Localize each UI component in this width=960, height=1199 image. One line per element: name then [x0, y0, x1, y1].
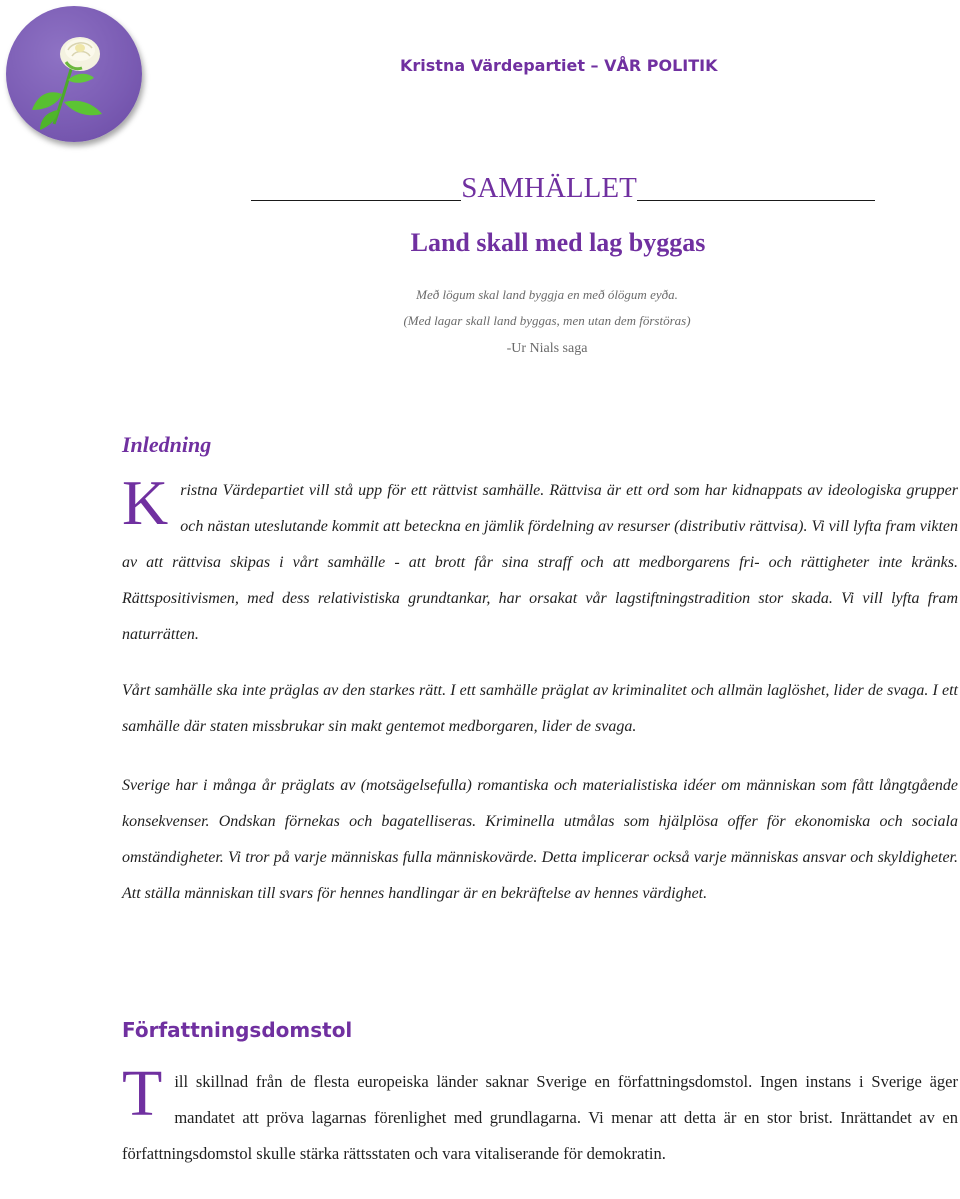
page-title — [236, 172, 890, 205]
paragraph-text: ill skillnad från de flesta europeiska länder saknar Sverige en författningsdomstol. Ingen instans i Sverige äger mandatet att pröva lagarnas förenlighet med grundlagarna. Vi menar att detta är en stor brist. Inrättandet av en författningsdomstol skulle stärka rättsstaten och vara vitaliserande för demokratin. — [122, 1072, 958, 1163]
paragraph-text: ristna Värdepartiet vill stå upp för ett rättvist samhälle. Rättvisa är ett ord som har kidnappats av ideologiska grupper och nästan uteslutande kommit att beteckna en jämlik fördelning av resurser (distributiv rättvisa). Vi vill lyfta fram vikten av att rättvisa skipas i vårt samhälle - att brott får sina straff och att medborgarens fri- och rättigheter inte kränks. Rättspositivismen, med dess relativistiska grundtankar, har orsakat vår lagstiftningstradition stor skada. Vi vill lyfta fram naturrätten. — [122, 482, 958, 643]
page-title-text: SAMHÄLLET — [461, 172, 637, 204]
section-heading-forfattningsdomstol: Författningsdomstol — [122, 1018, 353, 1042]
paragraph-inledning-2: Vårt samhälle ska inte präglas av den starkes rätt. I ett samhälle präglat av kriminalitet och allmän laglöshet, lider de svaga. I ett samhälle där staten missbrukar sin makt gentemot medborgaren, lider de svaga. — [122, 682, 958, 735]
title-rule-right — [637, 200, 875, 201]
white-rose-icon — [6, 6, 142, 142]
paragraph-inledning-1 — [122, 467, 958, 653]
section-heading-inledning: Inledning — [122, 432, 212, 457]
title-rule-left — [251, 200, 461, 201]
paragraph-forfattningsdomstol-1 — [122, 1057, 958, 1172]
quote-source: -Ur Nials saga — [506, 341, 588, 356]
header-title: Kristna Värdepartiet – VÅR POLITIK — [400, 56, 718, 75]
drop-cap: T — [122, 1057, 163, 1130]
quote-line-1: Með lögum skal land byggja en með ólögum eyða. — [416, 287, 678, 302]
party-logo — [6, 6, 142, 142]
paragraph-inledning-3: Sverige har i många år präglats av (motsägelsefulla) romantiska och materialistiska idéer om människan som fått långtgående konsekvenser. Ondskan förnekas och bagatelliseras. Kriminella utmålas som hjälplösa offer för ekonomiska och sociala omständigheter. Vi tror på varje människas fulla människovärde. Detta implicerar också varje människas ansvar och skyldigheter. Att ställa människan till svars för hennes handlingar är en bekräftelse av hennes värdighet. — [122, 777, 958, 902]
page-subtitle: Land skall med lag byggas — [410, 228, 706, 257]
drop-cap: K — [122, 467, 169, 538]
quote-line-2: (Med lagar skall land byggas, men utan dem förstöras) — [403, 313, 691, 328]
